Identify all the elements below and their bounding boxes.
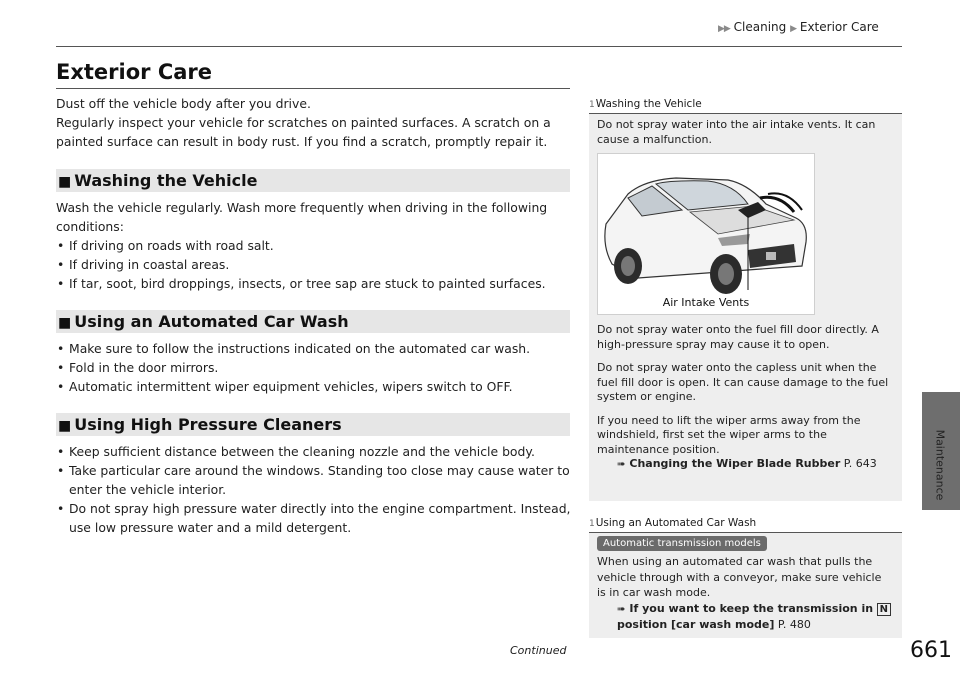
- note-marker-icon: 1: [589, 519, 595, 529]
- note-marker-icon: 1: [589, 100, 595, 110]
- intro-line: Dust off the vehicle body after you drive.: [56, 96, 311, 111]
- list-item: • Do not spray high pressure water directly into the engine compartment. Instead, use low pressure water and a mild detergent.: [56, 499, 576, 537]
- chapter-label: Maintenance: [933, 429, 947, 501]
- breadcrumb-arrow-icon: ▶▶: [718, 24, 730, 34]
- breadcrumb-arrow-icon: ▶: [790, 24, 797, 34]
- sidebar-car-wash-note: [589, 514, 902, 638]
- section-heading-car-wash: ■ Using an Automated Car Wash: [56, 310, 570, 333]
- section-heading-washing: ■ Washing the Vehicle: [56, 169, 570, 192]
- title-divider: [56, 88, 570, 89]
- section-lead: Wash the vehicle regularly. Wash more frequently when driving in the following conditions:: [56, 200, 548, 234]
- sidebar-paragraph: When using an automated car wash that pulls the vehicle through with a conveyor, make sure vehicle is in car wash mode.: [597, 555, 882, 599]
- gear-n-key: N: [877, 603, 891, 616]
- continued-label: Continued: [510, 644, 567, 657]
- intro-text: [56, 94, 576, 151]
- list-item: • Take particular care around the windows. Standing too close may cause water to enter the vehicle interior.: [56, 461, 576, 499]
- section-heading-high-pressure: ■ Using High Pressure Cleaners: [56, 413, 570, 436]
- figure-label: Air Intake Vents: [662, 296, 750, 309]
- model-badge: Automatic transmission models: [597, 536, 767, 551]
- square-bullet-icon: ■: [58, 418, 72, 434]
- list-item: • If driving in coastal areas.: [56, 255, 576, 274]
- breadcrumb: [718, 20, 879, 34]
- square-bullet-icon: ■: [58, 315, 72, 331]
- page-number: 661: [910, 638, 952, 663]
- car-air-intake-illustration: [597, 153, 815, 315]
- page-title: Exterior Care: [56, 60, 213, 84]
- section-body-washing: [56, 198, 576, 293]
- sidebar-caption: 1Using an Automated Car Wash: [589, 514, 902, 533]
- square-bullet-icon: ■: [58, 174, 72, 190]
- breadcrumb-page: Exterior Care: [799, 20, 879, 34]
- sidebar-paragraph: Do not spray water onto the fuel fill door directly. A high-pressure spray may cause it to open.: [597, 323, 879, 351]
- intro-line: Regularly inspect your vehicle for scratches on painted surfaces. A scratch on a painted surface can result in body rust. If you find a scratch, promptly repair it.: [56, 115, 551, 149]
- list-item: • Make sure to follow the instructions indicated on the automated car wash.: [56, 339, 576, 358]
- list-item: • If driving on roads with road salt.: [56, 236, 576, 255]
- car-icon: [598, 154, 814, 314]
- reference-arrow-icon: ➠: [617, 603, 626, 615]
- list-item: • Automatic intermittent wiper equipment vehicles, wipers switch to OFF.: [56, 377, 576, 396]
- sidebar-paragraph: Do not spray water into the air intake vents. It can cause a malfunction.: [597, 118, 876, 146]
- sidebar-paragraph: Do not spray water onto the capless unit when the fuel fill door is open. It can cause damage to the fuel system or engine.: [597, 361, 889, 403]
- list-item: • If tar, soot, bird droppings, insects, or tree sap are stuck to painted surfaces.: [56, 274, 576, 293]
- breadcrumb-section[interactable]: Cleaning: [733, 20, 787, 34]
- section-body-high-pressure: [56, 442, 576, 537]
- list-item: • Keep sufficient distance between the cleaning nozzle and the vehicle body.: [56, 442, 576, 461]
- sidebar-washing-note: [589, 95, 902, 501]
- cross-reference-link[interactable]: ➠ Changing the Wiper Blade Rubber P. 643: [617, 457, 877, 470]
- cross-reference-link[interactable]: ➠ If you want to keep the transmission in N position [car wash mode] P. 480: [597, 601, 892, 633]
- reference-arrow-icon: ➠: [617, 459, 626, 470]
- sidebar-paragraph: If you need to lift the wiper arms away from the windshield, first set the wiper arms to the maintenance position.: [597, 413, 861, 456]
- header-divider: [56, 46, 902, 47]
- section-body-car-wash: [56, 339, 576, 396]
- list-item: • Fold in the door mirrors.: [56, 358, 576, 377]
- sidebar-caption: 1Washing the Vehicle: [589, 95, 902, 114]
